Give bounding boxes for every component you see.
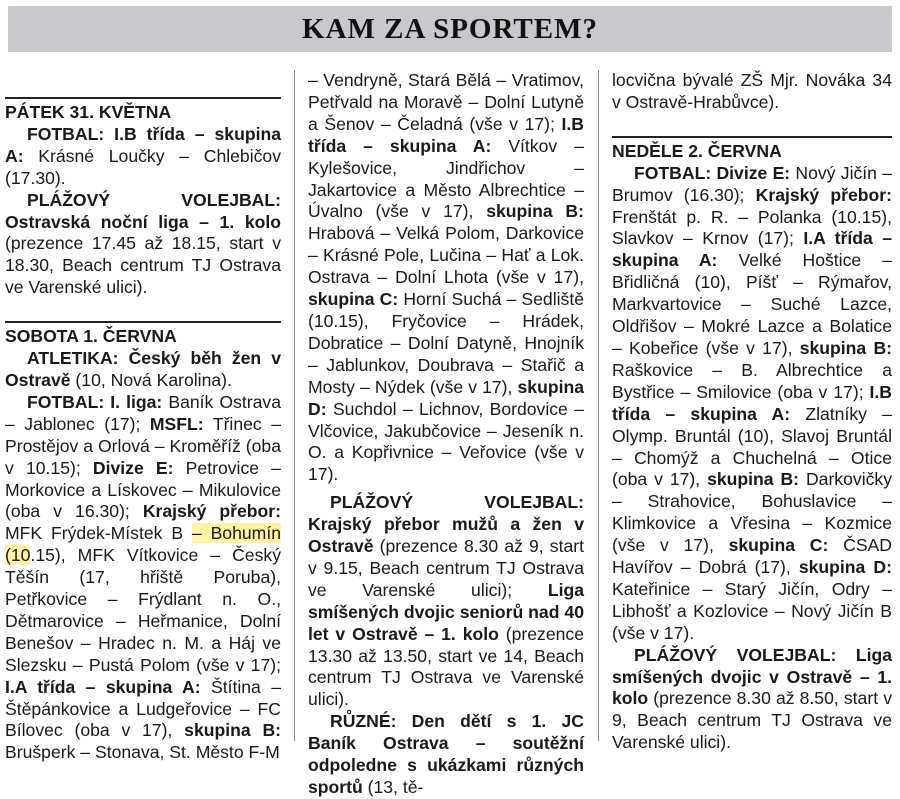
column-3 [612, 70, 893, 753]
column-1 [5, 70, 282, 763]
saturday-football-continued: – Vendryně, Stará Bělá – Vratimov, Petřvald na Moravě – Dolní Lutyně a Šenov – Čeladná (vše v 17); I.B třída – skupina A: Vítkov – Kylešovice, Jindřichov – Jakartovice a Město Albrechtice – Úvalno (vše v 17), skupina B: Hrabová – Velká Polom, Darkovice – Krásné Pole, Lučina – Hať a Lok. Ostrava – Dolní Lhota (vše v 17), skupina C: Horní Suchá – Sedliště (10.15), Fryčovice – Hrádek, Dobratice – Dolní Datyně, Hnojník – Jablunkov, Doubrava – Stařič a Mosty – Nýdek (vše v 17), skupina D: Suchdol – Lichnov, Bordovice – Vlčovice, Jakubčovice – Jeseník n. O. a Kopřivnice – Veřovice (vše v 17). [308, 70, 585, 485]
day-heading-saturday: SOBOTA 1. ČERVNA [5, 321, 281, 348]
saturday-athletics-listing: ATLETIKA: Český běh žen v Ostravě (10, Nová Karolina). [5, 348, 281, 390]
column-divider [294, 70, 295, 741]
sport-label: FOTBAL: I.B třída – skupina A: [5, 123, 281, 166]
saturday-volleyball-listing: PLÁŽOVÝ VOLEJBAL: Krajský přebor mužů a žen v Ostravě (prezence 8.30 až 9, start v 9.15, Beach centrum TJ Ostrava ve Varenské ulici); Liga smíšených dvojic seniorů nad 40 let v Ostravě – 1. kolo (prezence 13.30 až 13.50, start ve 14, Beach centrum TJ Ostrava ve Varenské ulici). [308, 492, 584, 710]
friday-football-listing: FOTBAL: I.B třída – skupina A: Krásné Loučky – Chlebičov (17.30). [5, 123, 281, 188]
sunday-football-listing: FOTBAL: Divize E: Nový Jičín – Brumov (16.30); Krajský přebor: Frenštát p. R. – Polanka (10.15), Slavkov – Krnov (17); I.A třída – skupina A: Velké Hoštice – Břidličná (10), Píšť – Rýmařov, Markvartovice – Suché Lazce, Oldřišov – Mokré Lazce a Bolatice – Kobeřice (vše v 17), skupina B: Raškovice – B. Albrechtice a Bystřice – Smilovice (oba v 17); I.B třída – skupina A: Zlatníky – Olymp. Bruntál (10), Slavoj Bruntál – Chomýž a Chuchelná – Otice (oba v 17), skupina B: Darkovičky – Strahovice, Bohuslavice – Klimkovice a Vřesina – Kozmice (vše v 17), skupina C: ČSAD Havířov – Dobrá (17), skupina D: Kateřinice – Starý Jičín, Odry – Libhošť a Kozlovice – Nový Jičín B (vše v 17). [612, 162, 893, 643]
section-title: KAM ZA SPORTEM? [302, 12, 598, 45]
sport-label: PLÁŽOVÝ VOLEJBAL: Ostravská noční liga – 1. kolo [5, 189, 281, 232]
column-2 [308, 70, 585, 797]
sport-label: RŮZNÉ: Den dětí s 1. JC Baník Ostrava – soutěžní odpoledne s ukázkami různých sportů [308, 711, 584, 797]
saturday-misc-listing: RŮZNÉ: Den dětí s 1. JC Baník Ostrava – soutěžní odpoledne s ukázkami různých sportů (13, tě- [308, 711, 584, 797]
section-banner [8, 6, 892, 52]
sport-label: PLÁŽOVÝ VOLEJBAL: Liga smíšených dvojic v Ostravě – 1. kolo [612, 644, 892, 709]
sport-label: FOTBAL: Divize E: [634, 162, 791, 183]
saturday-misc-continued: locvična bývalé ZŠ Mjr. Nováka 34 v Ostravě-Hrabůvce). [612, 70, 892, 112]
highlighted-text: – Bohumín (10 [5, 523, 281, 566]
day-heading-sunday: NEDĚLE 2. ČERVNA [612, 136, 892, 163]
sunday-volleyball-listing: PLÁŽOVÝ VOLEJBAL: Liga smíšených dvojic v Ostravě – 1. kolo (prezence 8.30 až 8.50, start v 9, Beach centrum TJ Ostrava ve Varenské ulici). [612, 644, 892, 753]
day-heading-friday: PÁTEK 31. KVĚTNA [5, 97, 281, 124]
sport-label: ATLETIKA: Český běh žen v Ostravě [5, 348, 281, 390]
sport-label: PLÁŽOVÝ VOLEJBAL: Krajský přebor mužů a žen v Ostravě [308, 492, 584, 557]
sport-label: FOTBAL: I. liga: [27, 391, 163, 412]
friday-volleyball-listing: PLÁŽOVÝ VOLEJBAL: Ostravská noční liga – 1. kolo (prezence 17.45 až 18.15, start v 18.30, Beach centrum TJ Ostrava ve Varenské ulici). [5, 189, 281, 298]
saturday-football-listing: FOTBAL: I. liga: Baník Ostrava – Jablonec (17); MSFL: Třinec – Prostějov a Orlová – Kroměříž (oba v 10.15); Divize E: Petrovice – Morkovice a Lískovec – Mikulovice (oba v 16.30); Krajský přebor: MFK Frýdek-Místek B – Bohumín (10.15), MFK Vítkovice – Český Těšín (17, hřiště Poruba), Petřkovice – Frýdlant n. O., Dětmarovice – Heřmanice, Dolní Benešov – Hradec n. M. a Háj ve Slezsku – Pustá Polom (vše v 17); I.A třída – skupina A: Štítina – Štěpánkovice a Ludgeřovice – FC Bílovec (oba v 17), skupina B: Brušperk – Stonava, St. Město F-M [5, 391, 282, 763]
column-divider [598, 70, 599, 741]
